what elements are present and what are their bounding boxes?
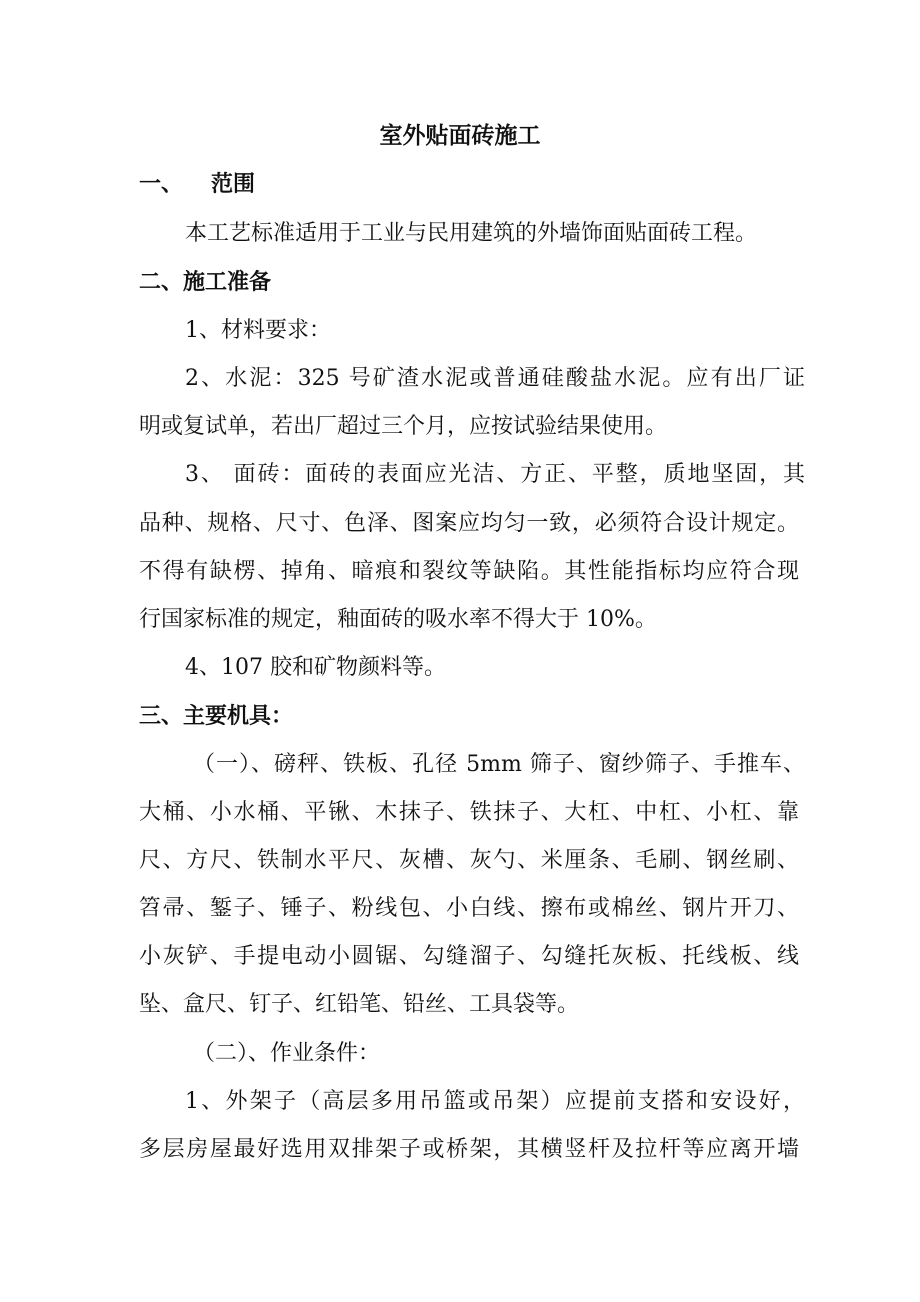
paragraph-line: 多层房屋最好选用双排架子或桥架，其横竖杆及拉杆等应离开墙 bbox=[139, 1137, 799, 1162]
paragraph-line: 本工艺标准适用于工业与民用建筑的外墙饰面贴面砖工程。 bbox=[185, 221, 758, 246]
section-number: 一、 bbox=[139, 172, 184, 197]
section-heading-preparation: 二、施工准备 bbox=[139, 270, 272, 295]
paragraph-line: 笤帚、錾子、锤子、粉线包、小白线、擦布或棉丝、钢片开刀、 bbox=[139, 896, 799, 921]
paragraph-line: 明或复试单，若出厂超过三个月，应按试验结果使用。 bbox=[139, 414, 668, 439]
section-title: 范围 bbox=[211, 172, 256, 197]
section-heading-tools: 三、主要机具： bbox=[139, 704, 294, 729]
list-item: 1、材料要求： bbox=[185, 318, 331, 343]
paragraph-line: 小灰铲、手提电动小圆锯、勾缝溜子、勾缝托灰板、托线板、线 bbox=[139, 944, 799, 969]
paragraph-line: 大桶、小水桶、平锹、木抹子、铁抹子、大杠、中杠、小杠、靠 bbox=[139, 800, 799, 825]
paragraph-line: 不得有缺楞、掉角、暗痕和裂纹等缺陷。其性能指标均应符合现 bbox=[139, 559, 799, 584]
document-title: 室外贴面砖施工 bbox=[379, 123, 541, 149]
paragraph-line: 行国家标准的规定，釉面砖的吸水率不得大于 10%。 bbox=[139, 607, 657, 632]
list-item: 4、107 胶和矿物颜料等。 bbox=[185, 655, 446, 680]
paragraph-line: 3、 面砖：面砖的表面应光洁、方正、平整，质地坚固，其 bbox=[185, 462, 805, 487]
paragraph-line: 尺、方尺、铁制水平尺、灰槽、灰勺、米厘条、毛刷、钢丝刷、 bbox=[139, 848, 799, 873]
paragraph-line: 2、水泥：325 号矿渣水泥或普通硅酸盐水泥。应有出厂证 bbox=[185, 366, 805, 391]
subsection-heading-conditions: （二）、作业条件： bbox=[193, 1041, 381, 1066]
section-heading-scope bbox=[139, 170, 799, 200]
paragraph-line: （一）、磅秤、铁板、孔径 5mm 筛子、窗纱筛子、手推车、 bbox=[193, 752, 805, 777]
paragraph-line: 坠、盒尺、钉子、红铅笔、铅丝、工具袋等。 bbox=[139, 992, 580, 1017]
paragraph-line: 1、外架子（高层多用吊篮或吊架）应提前支搭和安设好， bbox=[185, 1089, 805, 1114]
paragraph-line: 品种、规格、尺寸、色泽、图案应均匀一致，必须符合设计规定。 bbox=[139, 511, 799, 536]
